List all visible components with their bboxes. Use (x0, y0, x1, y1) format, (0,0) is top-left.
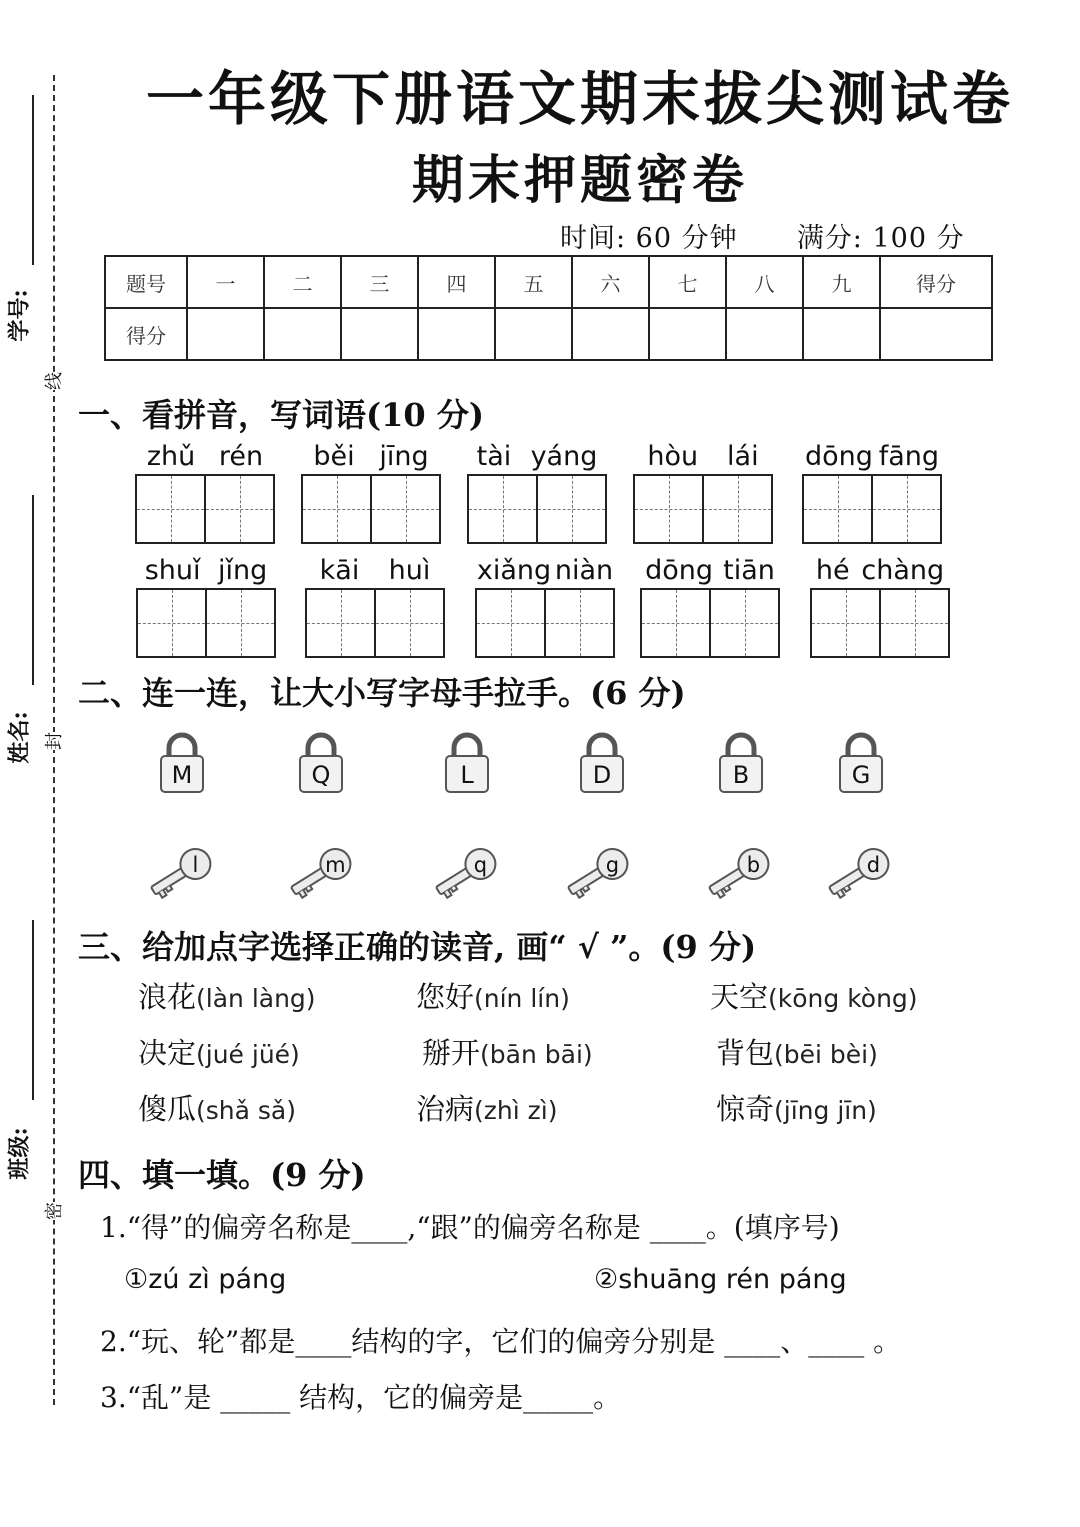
lock-letter: Q (311, 761, 331, 789)
writing-box[interactable] (204, 476, 273, 542)
reading-item[interactable] (416, 1087, 557, 1128)
pinyin: kāi (319, 555, 360, 586)
reading-word: 背包 (716, 1036, 775, 1070)
pinyin-group (633, 440, 773, 544)
writing-box[interactable] (205, 590, 274, 656)
fill-question-3[interactable]: 3.“乱”是 _____ 结构，它的偏旁是_____。 (100, 1381, 622, 1414)
pinyin: dōng (804, 441, 873, 472)
section2-title: 二、连一连，让大小写字母手拉手。(6 分) (78, 674, 686, 712)
writing-box[interactable] (374, 590, 443, 656)
lock-letter: M (171, 761, 193, 789)
lock-icon[interactable] (578, 730, 626, 794)
fill-question-1[interactable]: 1.“得”的偏旁名称是____,“跟”的偏旁名称是 ____。(填序号) (100, 1211, 840, 1244)
student-no-label: 学号: (6, 289, 33, 342)
score-header-cell: 三 (341, 256, 418, 308)
writing-box[interactable] (635, 476, 702, 542)
score-cell[interactable] (187, 308, 264, 360)
reading-word: 治病 (416, 1092, 475, 1126)
reading-item[interactable] (138, 975, 316, 1016)
score-cell[interactable] (649, 308, 726, 360)
reading-item[interactable] (710, 975, 918, 1016)
pinyin: lái (727, 441, 759, 472)
pinyin: tiān (723, 555, 775, 586)
lock-icon[interactable] (443, 730, 491, 794)
pinyin: niàn (554, 555, 614, 586)
writing-box[interactable] (370, 476, 439, 542)
reading-item[interactable] (716, 1031, 878, 1072)
fill-option-2: ②shuāng rén páng (594, 1264, 847, 1295)
score-table-score-row (105, 308, 992, 360)
score-cell[interactable] (803, 308, 880, 360)
key-letter: g (605, 852, 620, 877)
score-header-cell: 题号 (105, 256, 187, 308)
pinyin: jīng (379, 441, 429, 472)
key-letter: q (473, 852, 488, 877)
writing-box[interactable] (536, 476, 605, 542)
pinyin-group (810, 554, 950, 658)
key-letter: m (325, 852, 346, 877)
binding-mark-secret: 密 (40, 1202, 66, 1220)
score-header-cell: 二 (264, 256, 341, 308)
reading-word: 浪花 (138, 980, 197, 1014)
writing-box[interactable] (871, 476, 940, 542)
score-cell[interactable] (495, 308, 572, 360)
score-header-cell: 九 (803, 256, 880, 308)
pinyin: xiǎng (476, 555, 552, 586)
score-cell[interactable] (418, 308, 495, 360)
pinyin-group (305, 554, 445, 658)
fill-option-1: ①zú zì páng (124, 1264, 287, 1295)
page-title: 一年级下册语文期末拔尖测试卷 (145, 65, 1014, 133)
pinyin: zhǔ (146, 441, 196, 472)
name-label: 姓名: (6, 711, 33, 764)
pinyin: chàng (861, 555, 945, 586)
pinyin-group (475, 554, 615, 658)
writing-box[interactable] (544, 590, 613, 656)
reading-word: 掰开 (422, 1036, 481, 1070)
key-icon[interactable] (563, 842, 633, 904)
reading-word: 傻瓜 (138, 1092, 197, 1126)
reading-options: (kōng kòng) (768, 984, 918, 1013)
class-label: 班级: (6, 1127, 33, 1180)
pinyin: tài (476, 441, 512, 472)
binding-mark-seal: 封 (40, 732, 66, 750)
key-icon[interactable] (704, 842, 774, 904)
reading-word: 惊奇 (716, 1092, 775, 1126)
writing-box[interactable] (137, 476, 204, 542)
score-header-cell: 四 (418, 256, 495, 308)
writing-box[interactable] (303, 476, 370, 542)
exam-time: 时间: 60 分钟 (560, 223, 738, 254)
score-cell[interactable] (880, 308, 992, 360)
pinyin-group (136, 554, 276, 658)
pinyin-group (467, 440, 607, 544)
lock-icon[interactable] (158, 730, 206, 794)
reading-word: 决定 (138, 1036, 197, 1070)
student-no-line (32, 95, 34, 265)
key-letter: d (866, 852, 881, 877)
key-icon[interactable] (824, 842, 894, 904)
pinyin-group (640, 554, 780, 658)
reading-word: 天空 (710, 980, 769, 1014)
reading-item[interactable] (716, 1087, 877, 1128)
reading-options: (zhì zì) (474, 1096, 558, 1125)
exam-meta (560, 216, 965, 255)
name-line (32, 495, 34, 685)
score-cell[interactable] (572, 308, 649, 360)
key-icon[interactable] (146, 842, 216, 904)
score-row-label: 得分 (105, 308, 187, 360)
pinyin-group (802, 440, 942, 544)
reading-options: (shǎ sǎ) (196, 1096, 297, 1125)
pinyin: shuǐ (144, 555, 201, 586)
reading-options: (jué jüé) (196, 1040, 300, 1069)
score-header-cell: 六 (572, 256, 649, 308)
writing-box[interactable] (477, 590, 544, 656)
reading-word: 您好 (416, 980, 475, 1014)
reading-options: (bān bāi) (480, 1040, 593, 1069)
reading-options: (làn làng) (196, 984, 316, 1013)
writing-box[interactable] (138, 590, 205, 656)
key-letter: l (192, 852, 199, 877)
binding-mark-line: 线 (40, 372, 66, 390)
reading-item[interactable] (138, 1087, 296, 1128)
pinyin: yáng (530, 441, 598, 472)
key-icon[interactable] (286, 842, 356, 904)
pinyin: huì (388, 555, 431, 586)
lock-icon[interactable] (837, 730, 885, 794)
writing-box[interactable] (812, 590, 879, 656)
score-table-header-row (105, 256, 992, 308)
score-header-cell: 五 (495, 256, 572, 308)
score-cell[interactable] (264, 308, 341, 360)
writing-box[interactable] (804, 476, 871, 542)
lock-letter: G (851, 761, 871, 789)
lock-letter: L (460, 761, 474, 789)
pinyin: jǐng (218, 555, 268, 586)
reading-item[interactable] (138, 1031, 300, 1072)
pinyin: rén (218, 441, 264, 472)
lock-letter: D (592, 761, 612, 789)
pinyin: fāng (878, 441, 940, 472)
reading-item[interactable] (422, 1031, 593, 1072)
score-cell[interactable] (726, 308, 803, 360)
fill-question-2[interactable]: 2.“玩、轮”都是____结构的字，它们的偏旁分别是 ____、____ 。 (100, 1325, 902, 1358)
page-subtitle: 期末押题密卷 (411, 150, 748, 211)
pinyin-group (135, 440, 275, 544)
writing-box[interactable] (642, 590, 709, 656)
pinyin-group (301, 440, 441, 544)
reading-options: (jīng jīn) (774, 1096, 877, 1125)
score-header-cell: 一 (187, 256, 264, 308)
section3-title: 三、给加点字选择正确的读音, 画“ √ ”。(9 分) (78, 928, 757, 966)
writing-box[interactable] (307, 590, 374, 656)
writing-box[interactable] (469, 476, 536, 542)
score-table (104, 255, 993, 361)
reading-item[interactable] (416, 975, 570, 1016)
pinyin: hé (815, 555, 850, 586)
pinyin: dōng (645, 555, 713, 586)
reading-options: (bēi bèi) (774, 1040, 878, 1069)
lock-icon[interactable] (297, 730, 345, 794)
class-line (32, 920, 34, 1100)
score-header-cell: 七 (649, 256, 726, 308)
score-cell[interactable] (341, 308, 418, 360)
section4-title: 四、填一填。(9 分) (78, 1156, 366, 1194)
lock-icon[interactable] (717, 730, 765, 794)
pinyin: běi (313, 441, 355, 472)
writing-box[interactable] (702, 476, 771, 542)
pinyin: hòu (647, 441, 699, 472)
key-letter: b (746, 852, 761, 877)
score-header-cell: 得分 (880, 256, 992, 308)
reading-options: (nín lín) (474, 984, 570, 1013)
score-header-cell: 八 (726, 256, 803, 308)
key-icon[interactable] (431, 842, 501, 904)
section1-title: 一、看拼音，写词语(10 分) (78, 396, 484, 434)
writing-box[interactable] (879, 590, 948, 656)
writing-box[interactable] (709, 590, 778, 656)
exam-full-score: 满分: 100 分 (796, 223, 965, 254)
lock-letter: B (732, 761, 750, 789)
